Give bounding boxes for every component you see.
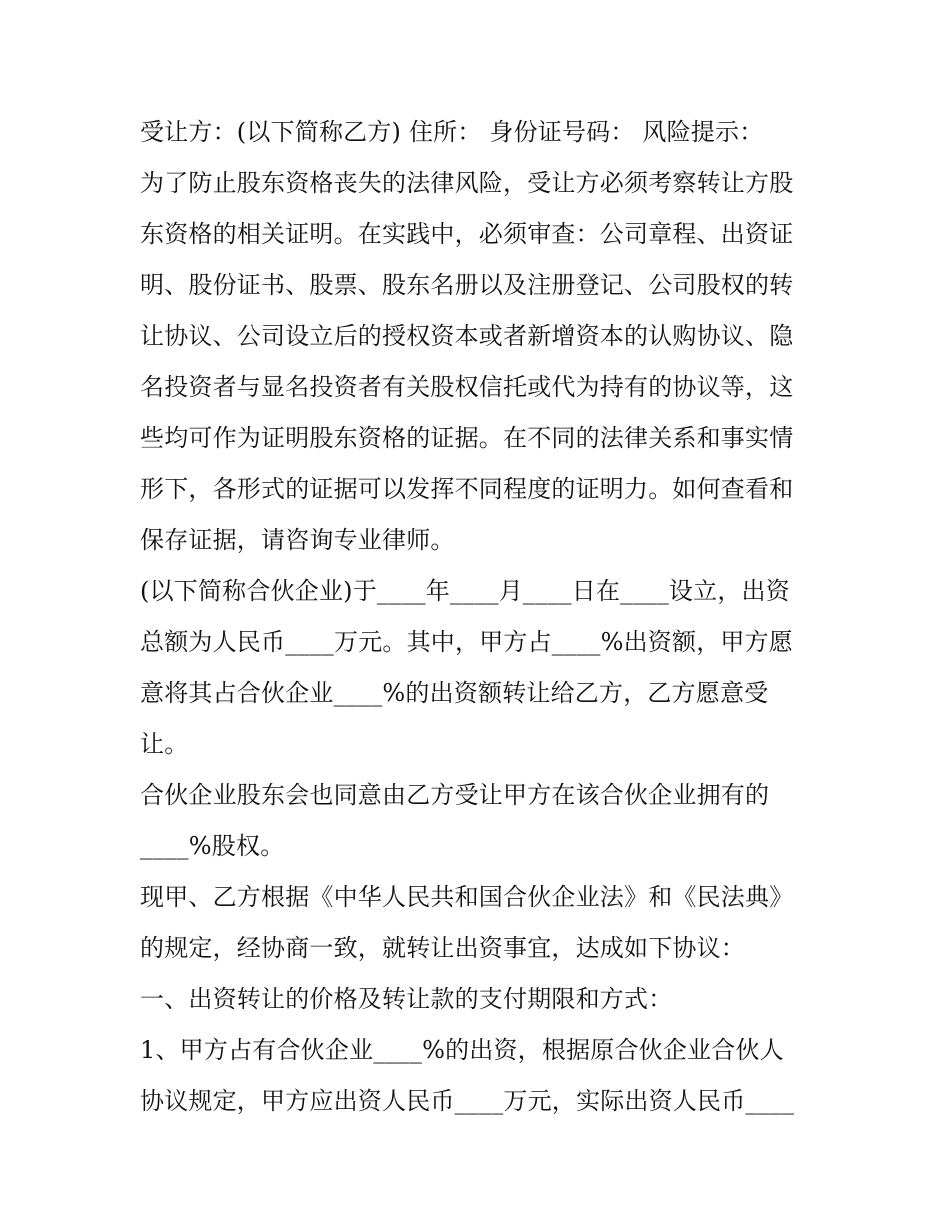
- text-line-5: 让协议、公司设立后的授权资本或者新增资本的认购协议、隐: [140, 322, 794, 350]
- text-line-6: 名投资者与显名投资者有关股权信托或代为持有的协议等，这: [140, 373, 794, 401]
- text-line-7: 些均可作为证明股东资格的证据。在不同的法律关系和事实情: [140, 424, 794, 452]
- text-line-11: 总额为人民币____万元。其中，甲方占____%出资额，甲方愿: [140, 628, 794, 656]
- text-line-8: 形下，各形式的证据可以发挥不同程度的证明力。如何查看和: [140, 475, 794, 503]
- text-line-16: 现甲、乙方根据《中华人民共和国合伙企业法》和《民法典》: [140, 883, 794, 911]
- text-line-14: 合伙企业股东会也同意由乙方受让甲方在该合伙企业拥有的: [140, 781, 770, 809]
- text-line-9: 保存证据，请咨询专业律师。: [140, 526, 455, 554]
- text-line-15: ____%股权。: [140, 832, 285, 860]
- text-line-13: 让。: [140, 730, 189, 758]
- text-line-4: 明、股份证书、股票、股东名册以及注册登记、公司股权的转: [140, 271, 794, 299]
- text-line-12: 意将其占合伙企业____%的出资额转让给乙方，乙方愿意受: [140, 679, 769, 707]
- text-line-3: 东资格的相关证明。在实践中，必须审查：公司章程、出资证: [140, 220, 794, 248]
- text-line-10: (以下简称合伙企业)于____年____月____日在____设立，出资: [140, 577, 790, 605]
- text-line-19: 1、甲方占有合伙企业____%的出资，根据原合伙企业合伙人: [140, 1036, 784, 1064]
- text-line-2: 为了防止股东资格丧失的法律风险，受让方必须考察转让方股: [140, 169, 794, 197]
- text-line-1: 受让方：(以下简称乙方) 住所： 身份证号码： 风险提示：: [140, 118, 764, 146]
- text-line-20: 协议规定，甲方应出资人民币____万元，实际出资人民币____: [140, 1087, 795, 1115]
- text-line-17: 的规定，经协商一致，就转让出资事宜，达成如下协议：: [140, 934, 745, 962]
- document-body: [140, 107, 820, 1127]
- text-line-18: 一、出资转让的价格及转让款的支付期限和方式：: [140, 985, 673, 1013]
